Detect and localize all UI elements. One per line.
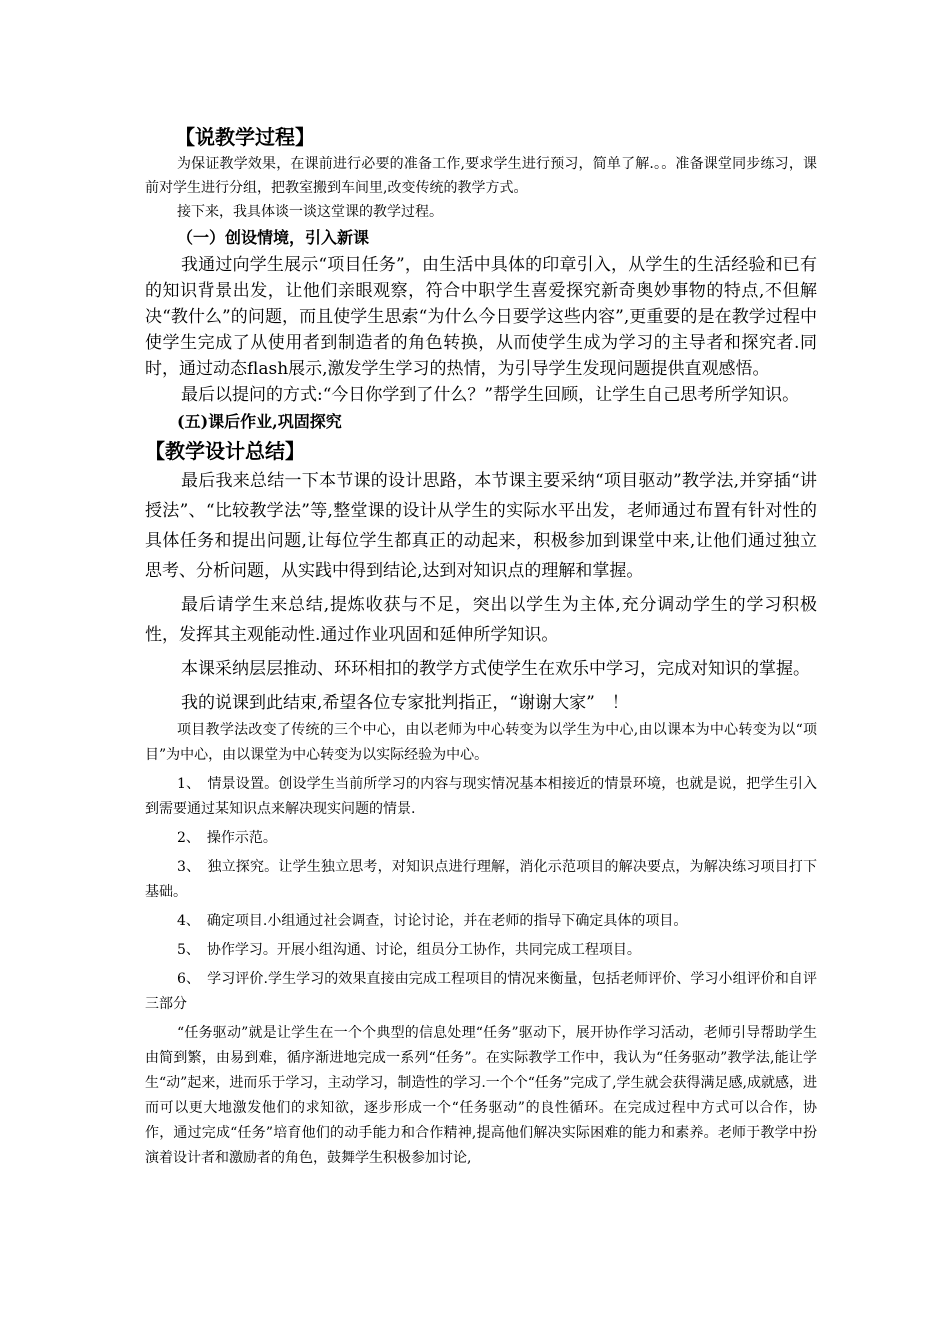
paragraph-preparation: 为保证教学效果，在课前进行必要的准备工作,要求学生进行预习，简单了解.。。准备课堂同步练习，课前对学生进行分组，把教室搬到车间里,改变传统的教学方式。 <box>145 156 817 196</box>
paragraph-task-driven: “任务驱动”就是让学生在一个个典型的信息处理“任务”驱动下，展开协作学习活动，老师引导帮助学生由简到繁，由易到难，循序渐进地完成一系列“任务”。在实际教学工作中，我认为“任务驱动”教学法,能让学生“动”起来，进而乐于学习，主动学习，制造性的学习.一个个“任务”完成了,学生就会获得满足感,成就感，进而可以更大地激发他们的求知欲，逐步形成一个“任务驱动”的良性循环。在完成过程中方式可以合作，协作，通过完成“任务”培育他们的动手能力和合作精神,提高他们解决实际困难的能力和素养。老师于教学中扮演着设计者和激励者的角色，鼓舞学生积极参加讨论, <box>145 1025 817 1166</box>
list-item: 4、 确定项目.小组通过社会调查，讨论讨论，并在老师的指导下确定具体的项目。 <box>177 913 688 929</box>
subheading-homework: (五)课后作业,巩固探究 <box>177 412 342 431</box>
paragraph-closing: 我的说课到此结束,希望各位专家批判指正，“谢谢大家” ！ <box>181 693 629 713</box>
section-heading-teaching-process: 【说教学过程】 <box>175 125 315 149</box>
document-body <box>145 122 817 1171</box>
paragraph-question-review: 最后以提问的方式:“今日你学到了什么？”帮学生回顾，让学生自己思考所学知识。 <box>181 385 800 405</box>
paragraph-intro: 接下来，我具体谈一谈这堂课的教学过程。 <box>177 204 443 220</box>
list-item: 6、 学习评价.学生学习的效果直接由完成工程项目的情况来衡量，包括老师评价、学习小组评价和自评三部分 <box>145 971 817 1012</box>
list-item: 1、 情景设置。创设学生当前所学习的内容与现实情况基本相接近的情景环境，也就是说，把学生引入到需要通过某知识点来解决现实问题的情景. <box>145 776 817 817</box>
subheading-create-context: （一）创设情境，引入新课 <box>177 228 370 247</box>
paragraph-teaching-method: 本课采纳层层推动、环环相扣的教学方式使学生在欢乐中学习，完成对知识的掌握。 <box>181 659 810 679</box>
paragraph-design-summary: 最后我来总结一下本节课的设计思路，本节课主要采纳“项目驱动”教学法,并穿插“讲授法”、“比较教学法”等,整堂课的设计从学生的实际水平出发，老师通过布置有针对性的具体任务和提出问题,让每位学生都真正的动起来，积极参加到课堂中来,让他们通过独立思考、分析问题，从实践中得到结论,达到对知识点的理解和掌握。 <box>145 471 817 581</box>
section-heading-design-summary: 【教学设计总结】 <box>145 439 305 463</box>
paragraph-student-summary: 最后请学生来总结,提炼收获与不足，突出以学生为主体,充分调动学生的学习积极性，发挥其主观能动性.通过作业巩固和延伸所学知识。 <box>145 595 817 645</box>
paragraph-project-teaching: 项目教学法改变了传统的三个中心，由以老师为中心转变为以学生为中心,由以课本为中心转变为以“项目”为中心，由以课堂为中心转变为以实际经验为中心。 <box>145 722 817 763</box>
list-item: 5、 协作学习。开展小组沟通、讨论，组员分工协作，共同完成工程项目。 <box>177 942 641 958</box>
list-item: 3、 独立探究。让学生独立思考，对知识点进行理解，消化示范项目的解决要点，为解决练习项目打下基础。 <box>145 859 817 900</box>
paragraph-project-task: 我通过向学生展示“项目任务”，由生活中具体的印章引入，从学生的生活经验和已有的知识背景出发，让他们亲眼观察，符合中职学生喜爱探究新奇奥妙事物的特点,不但解决“教什么”的问题，而且使学生思索“为什么今日要学这些内容”,更重要的是在教学过程中使学生完成了从使用者到制造者的角色转换，从而使学生成为学习的主导者和探究者.同时，通过动态flash展示,激发学生学习的热情，为引导学生发现问题提供直观感悟。 <box>145 255 817 379</box>
list-item: 2、 操作示范。 <box>177 830 277 846</box>
